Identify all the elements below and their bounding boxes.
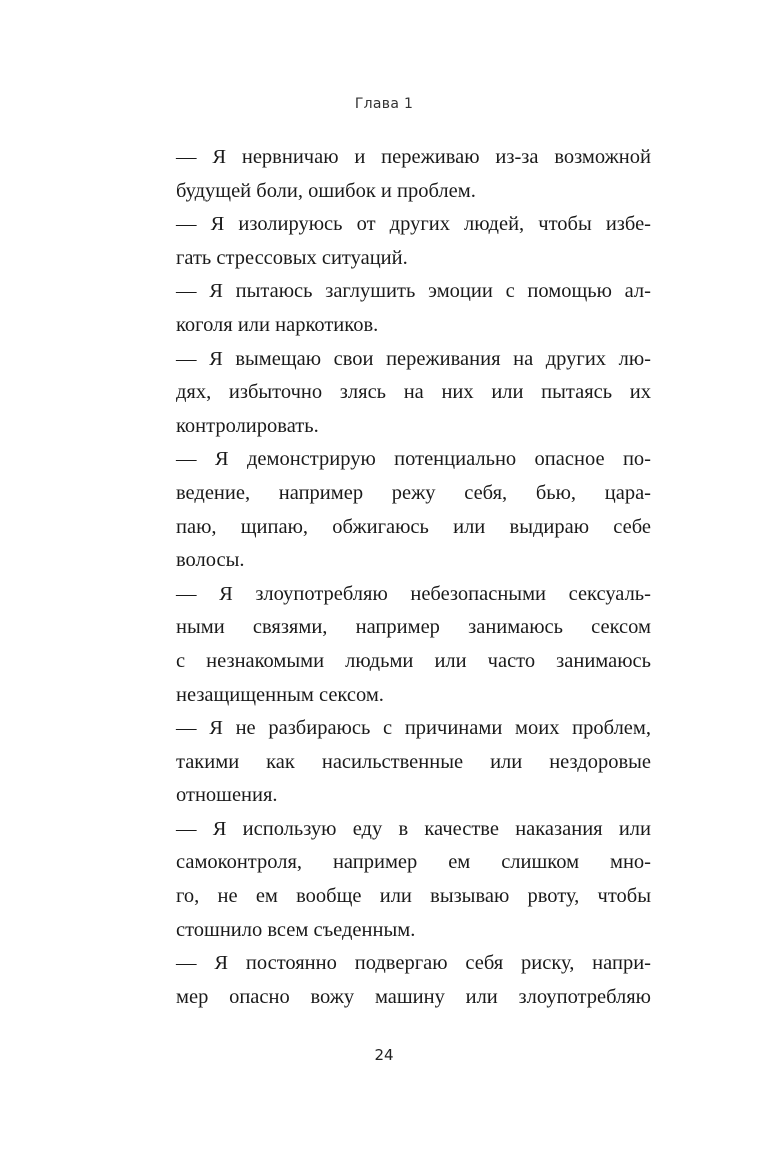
list-item [176,443,651,577]
body-text [176,141,651,1014]
text-line: ведение, например режу себя, бью, цара- [176,481,651,504]
text-line: будущей боли, ошибок и проблем. [176,179,476,202]
text-line: коголя или наркотиков. [176,313,379,336]
list-item [176,275,651,342]
text-line: такими как насильственные или нездоровые [176,750,651,773]
text-line: ными связями, например занимаюсь сексом [176,616,651,639]
text-line: — Я нервничаю и переживаю из-за возможной [176,146,651,168]
text-line: с незнакомыми людьми или часто занимаюсь [176,649,651,672]
text-line: — Я не разбираюсь с причинами моих проблем, [176,717,651,740]
text-line: волосы. [176,549,245,572]
text-line: — Я злоупотребляю небезопасными сексуаль- [176,582,651,605]
list-item [176,813,651,947]
list-item [176,343,651,444]
text-line: контролировать. [176,414,319,437]
list-item [176,141,651,208]
text-line: — Я вымещаю свои переживания на других лю- [176,347,651,370]
text-line: — Я изолируюсь от других людей, чтобы избе- [176,213,651,236]
list-item [176,208,651,275]
text-line: — Я постоянно подвергаю себя риску, напри- [176,952,651,975]
list-item [176,578,651,712]
page-number: 24 [374,1046,394,1064]
text-line: незащищенным сексом. [176,683,384,706]
text-line: отношения. [176,784,278,807]
text-line: — Я использую еду в качестве наказания или [176,817,651,840]
text-line: гать стрессовых ситуаций. [176,246,408,269]
text-line: дях, избыточно злясь на них или пытаясь их [176,381,651,404]
text-line: самоконтроля, например ем слишком мно- [176,851,651,874]
text-line: — Я пытаюсь заглушить эмоции с помощью ал- [176,280,651,303]
text-line: стошнило всем съеденным. [176,918,416,941]
text-line: мер опасно вожу машину или злоупотребляю [176,985,651,1008]
list-item [176,712,651,813]
text-line: паю, щипаю, обжигаюсь или выдираю себе [176,515,651,538]
chapter-header: Глава 1 [354,96,414,112]
text-line: го, не ем вообще или вызываю рвоту, чтобы [176,885,651,908]
list-item [176,947,651,1014]
text-line: — Я демонстрирую потенциально опасное по- [176,448,651,471]
bullet-list [176,141,651,1014]
